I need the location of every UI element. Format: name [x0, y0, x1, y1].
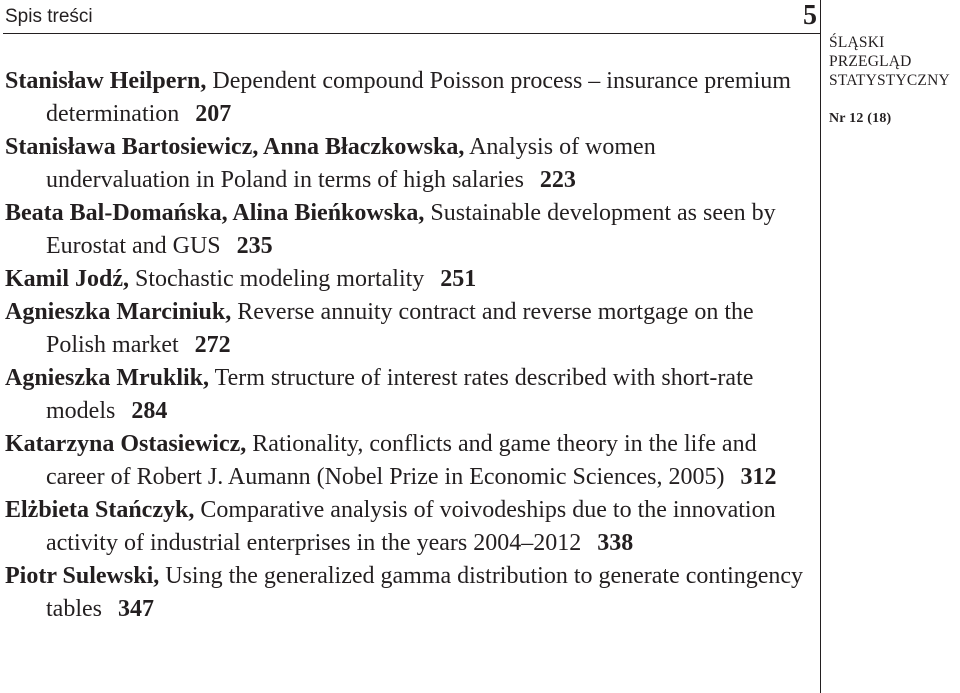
- table-of-contents: [5, 65, 805, 626]
- toc-page: 235: [236, 233, 273, 259]
- toc-authors: Elżbieta Stańczyk,: [5, 497, 195, 523]
- toc-page: 312: [740, 464, 777, 490]
- toc-title: Stochastic modeling mortality: [135, 266, 425, 292]
- toc-entry[interactable]: [5, 428, 805, 494]
- journal-name-line1: ŚLĄSKI: [829, 34, 885, 51]
- toc-authors: Stanisław Heilpern,: [5, 68, 207, 94]
- toc-authors: Stanisława Bartosiewicz, Anna Błaczkowska,: [5, 134, 465, 160]
- journal-name-line3: STATYSTYCZNY: [829, 72, 950, 89]
- toc-authors: Katarzyna Ostasiewicz,: [5, 431, 247, 457]
- journal-name-line2: PRZEGLĄD: [829, 53, 912, 70]
- toc-authors: Agnieszka Marciniuk,: [5, 299, 232, 325]
- toc-authors: Piotr Sulewski,: [5, 563, 160, 589]
- toc-entry[interactable]: [5, 560, 805, 626]
- toc-page: 338: [597, 530, 634, 556]
- toc-page: 347: [117, 596, 154, 622]
- side-rule: [820, 0, 821, 693]
- toc-entry[interactable]: [5, 65, 805, 131]
- header-rule: [3, 33, 821, 34]
- journal-issue: Nr 12 (18): [829, 111, 892, 126]
- toc-title: Sustainable development as seen by Eurostat and GUS: [46, 200, 776, 259]
- toc-title: Term structure of interest rates described with short-rate models: [46, 365, 754, 424]
- toc-page: 284: [131, 398, 168, 424]
- toc-page: 223: [539, 167, 576, 193]
- toc-authors: Agnieszka Mruklik,: [5, 365, 210, 391]
- toc-entry[interactable]: [5, 131, 805, 197]
- toc-title: Analysis of women undervaluation in Poland in terms of high salaries: [46, 134, 656, 193]
- toc-entry[interactable]: [5, 296, 805, 362]
- toc-title: Reverse annuity contract and reverse mortgage on the Polish market: [46, 299, 754, 358]
- header-label: Spis treści: [5, 6, 93, 27]
- toc-authors: Beata Bal-Domańska, Alina Bieńkowska,: [5, 200, 425, 226]
- toc-entry[interactable]: [5, 263, 805, 296]
- toc-page: 272: [194, 332, 231, 358]
- toc-title: Rationality, conflicts and game theory in the life and career of Robert J. Aumann (Nobel Prize in Economic Sciences, 2005): [46, 431, 757, 490]
- toc-entry[interactable]: [5, 362, 805, 428]
- toc-authors: Kamil Jodź,: [5, 266, 129, 292]
- page-number: 5: [803, 0, 817, 31]
- toc-title: Using the generalized gamma distribution to generate contingency tables: [46, 563, 804, 622]
- journal-block: [829, 33, 950, 128]
- toc-title: Dependent compound Poisson process – insurance premium determination: [46, 68, 791, 127]
- toc-page: 207: [195, 101, 232, 127]
- toc-title: Comparative analysis of voivodeships due to the innovation activity of industrial enterprises in the years 2004–2012: [46, 497, 776, 556]
- toc-page: 251: [440, 266, 477, 292]
- toc-entry[interactable]: [5, 197, 805, 263]
- toc-entry[interactable]: [5, 494, 805, 560]
